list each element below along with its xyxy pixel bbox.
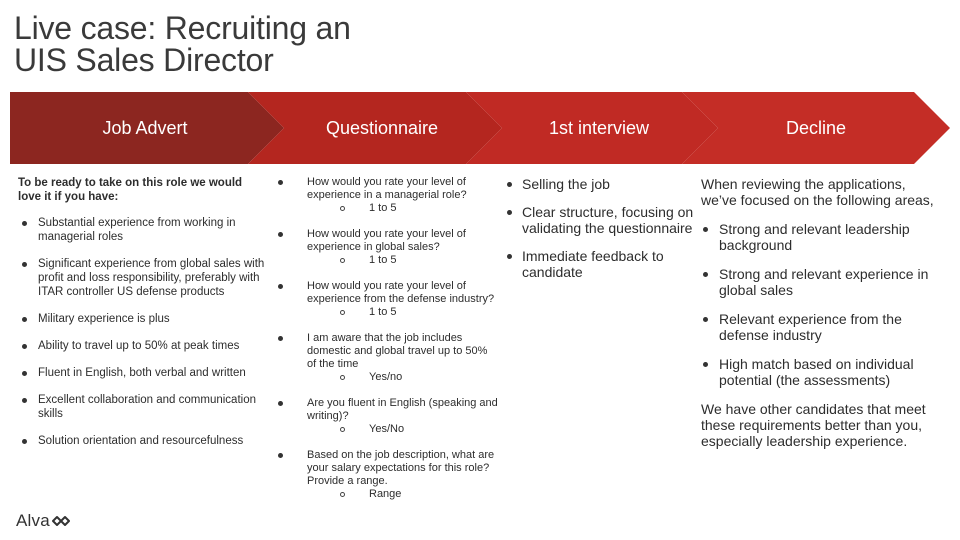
question-text [276, 228, 498, 254]
list-item [505, 176, 695, 192]
list-item [18, 366, 266, 380]
hollow-bullet-icon [340, 310, 345, 315]
job-advert-list [18, 216, 266, 448]
question-text [276, 176, 498, 202]
bullet-icon [703, 272, 708, 277]
step-label-job-advert: Job Advert [102, 118, 188, 138]
list-item-text: Substantial experience from working in managerial roles [38, 217, 236, 243]
bullet-icon [507, 210, 512, 215]
bullet-icon [278, 401, 283, 406]
hollow-bullet-icon [340, 258, 345, 263]
bullet-icon [278, 453, 283, 458]
question-label: Based on the job description, what are your salary expectations for this role? Provide a range. [307, 449, 495, 487]
answer-label: Yes/No [369, 423, 405, 435]
list-item [18, 339, 266, 353]
answer-option [276, 306, 498, 319]
bullet-icon [507, 254, 512, 259]
alva-mark-icon [52, 514, 70, 528]
list-item [701, 266, 941, 298]
job-advert-column [18, 176, 266, 461]
question-label: Are you fluent in English (speaking and writing)? [307, 397, 498, 422]
list-item [18, 393, 266, 421]
bullet-icon [703, 362, 708, 367]
answer-option [276, 254, 498, 267]
answer-option [276, 423, 498, 436]
list-item-text: Significant experience from global sales with profit and loss responsibility, preferably with ITAR controller US defense products [38, 258, 265, 298]
bullet-icon [22, 371, 27, 376]
question-label: How would you rate your level of experience in a managerial role? [307, 176, 467, 201]
list-item-text: Ability to travel up to 50% at peak times [38, 340, 240, 352]
bullet-icon [278, 232, 283, 237]
list-item [701, 356, 941, 388]
decline-outro: We have other candidates that meet these requirements better than you, especially leadership experience. [701, 401, 926, 449]
list-item [18, 257, 266, 299]
list-item [18, 312, 266, 326]
bullet-icon [22, 262, 27, 267]
bullet-icon [703, 317, 708, 322]
question-text [276, 332, 498, 371]
decline-list [701, 221, 941, 388]
hollow-bullet-icon [340, 427, 345, 432]
list-item-text: High match based on individual potential (the assessments) [719, 356, 914, 388]
bullet-icon [22, 317, 27, 322]
answer-label: Range [369, 488, 402, 500]
question-label: How would you rate your level of experience from the defense industry? [307, 280, 495, 305]
bullet-icon [278, 336, 283, 341]
question-text [276, 280, 498, 306]
answer-label: Yes/no [369, 371, 403, 383]
list-item-text: Military experience is plus [38, 313, 170, 325]
logo-text: Alva [16, 511, 50, 530]
list-item [701, 221, 941, 253]
bullet-icon [22, 439, 27, 444]
answer-option [276, 202, 498, 215]
list-item-text: Strong and relevant experience in global sales [719, 266, 929, 298]
list-item-text: Strong and relevant leadership background [719, 221, 910, 253]
list-item-text: Selling the job [522, 176, 610, 192]
list-item-text: Solution orientation and resourcefulness [38, 435, 244, 447]
bullet-icon [507, 182, 512, 187]
questionnaire-column [276, 176, 498, 514]
bullet-icon [22, 398, 27, 403]
list-item [18, 434, 266, 448]
answer-label: 1 to 5 [369, 254, 397, 266]
step-label-questionnaire: Questionnaire [325, 118, 439, 138]
bullet-icon [22, 344, 27, 349]
page-title-line-1: Live case: Recruiting an [14, 10, 351, 46]
bullet-icon [703, 227, 708, 232]
bullet-icon [278, 284, 283, 289]
answer-label: 1 to 5 [369, 306, 397, 318]
answer-option [276, 488, 498, 501]
interview-column [505, 176, 695, 292]
list-item-text: Relevant experience from the defense industry [719, 311, 902, 343]
bullet-icon [22, 221, 27, 226]
hollow-bullet-icon [340, 206, 345, 211]
question-label: How would you rate your level of experience in global sales? [307, 228, 466, 253]
job-advert-intro: To be ready to take on this role we would love it if you have: [18, 177, 243, 203]
list-item-text: Fluent in English, both verbal and written [38, 367, 246, 379]
page-title-line-2: UIS Sales Director [14, 42, 274, 78]
question-text [276, 397, 498, 423]
alva-logo [16, 511, 70, 531]
list-item [505, 248, 695, 280]
list-item-text: Excellent collaboration and communication skills [38, 394, 256, 420]
decline-intro: When reviewing the applications, we’ve focused on the following areas, [701, 176, 934, 208]
interview-list [505, 176, 695, 280]
step-label-decline: Decline [785, 118, 847, 138]
hollow-bullet-icon [340, 492, 345, 497]
hollow-bullet-icon [340, 375, 345, 380]
step-label-1st-interview: 1st interview [548, 118, 650, 138]
bullet-icon [278, 180, 283, 185]
list-item [701, 311, 941, 343]
page-title [14, 12, 614, 76]
question-text [276, 449, 498, 488]
answer-label: 1 to 5 [369, 202, 397, 214]
decline-column [701, 176, 941, 462]
list-item [18, 216, 266, 244]
list-item-text: Immediate feedback to candidate [522, 248, 664, 280]
question-label: I am aware that the job includes domestic and global travel up to 50% of the time [307, 332, 488, 370]
list-item-text: Clear structure, focusing on validating the questionnaire [522, 204, 694, 236]
answer-option [276, 371, 498, 384]
list-item [505, 204, 695, 236]
